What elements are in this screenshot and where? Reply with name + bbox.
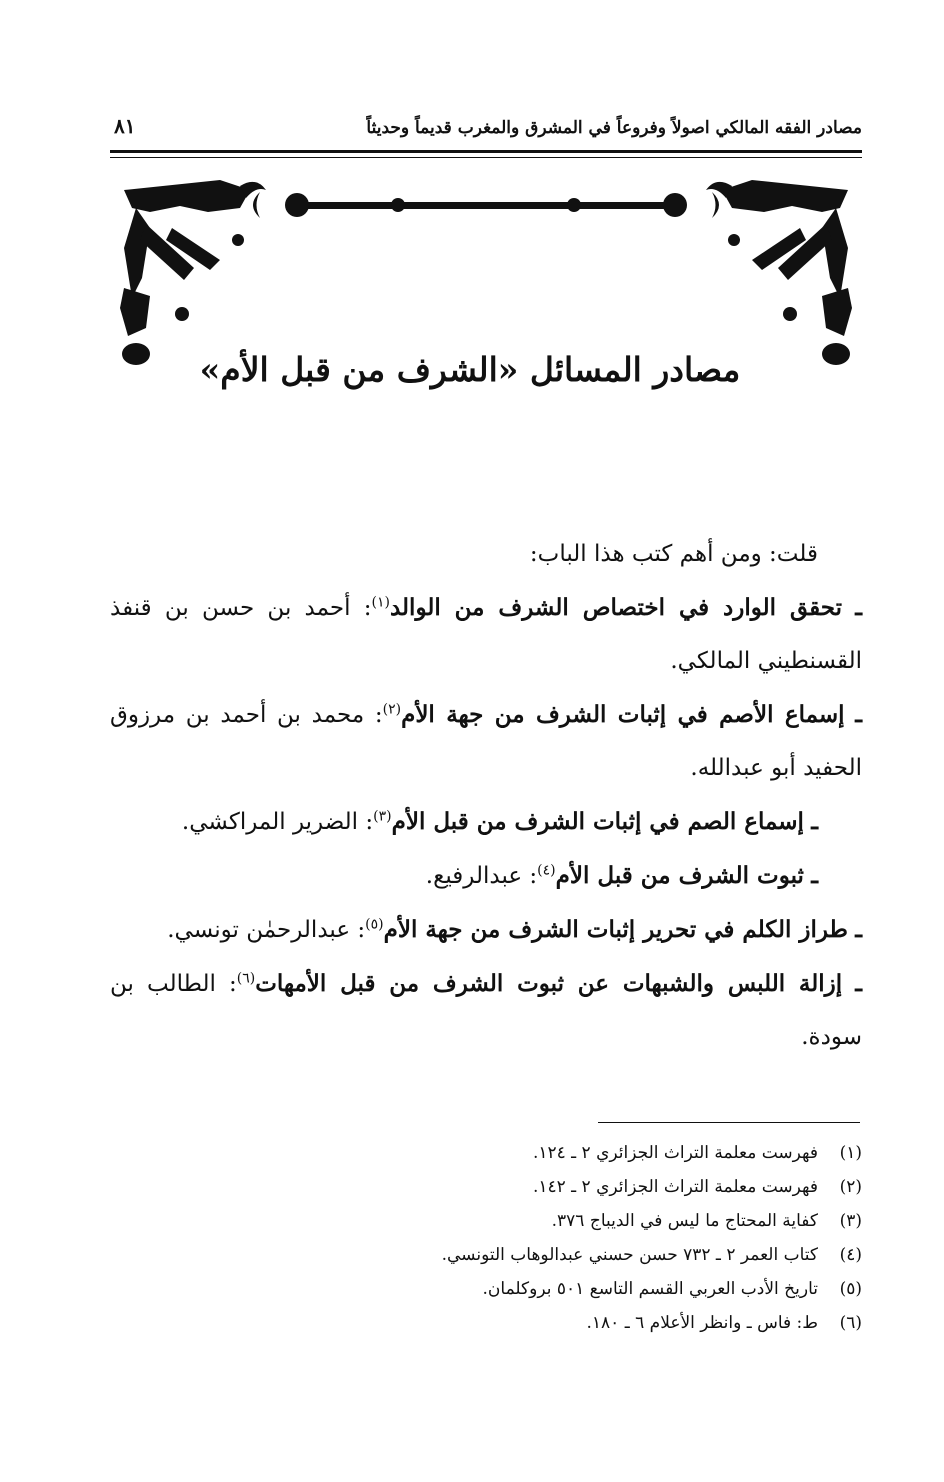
intro-paragraph: قلت: ومن أهم كتب هذا الباب:	[529, 541, 818, 567]
footnote-item	[300, 1204, 862, 1238]
header-rule-thick	[110, 150, 862, 153]
footnote-item	[300, 1136, 862, 1170]
entry-bullet: ـ	[855, 916, 862, 943]
footnote-text: تاريخ الأدب العربي القسم التاسع ٥٠١ بروكلمان.	[482, 1279, 818, 1299]
entry-author: : الضرير المراكشي.	[181, 809, 374, 835]
entry-author: : محمد بن أحمد بن مرزوق الحفيد أبو عبدالله.	[110, 702, 862, 781]
entry-author: : الطالب بن سودة.	[110, 971, 862, 1050]
footnote-item	[300, 1238, 862, 1272]
entry-title: طراز الكلم في تحرير إثبات الشرف من جهة الأم	[383, 916, 848, 943]
entry-title: إسماع الصم في إثبات الشرف من قبل الأم	[391, 808, 804, 835]
footnote-ref: (٦)	[236, 970, 256, 987]
entry-title: إسماع الأصم في إثبات الشرف من جهة الأم	[401, 701, 845, 728]
footnote-number: (٥)	[839, 1279, 862, 1299]
entry-2	[110, 688, 862, 795]
entry-bullet: ـ	[855, 594, 862, 621]
entry-title: ثبوت الشرف من قبل الأم	[555, 862, 804, 889]
footnote-item	[300, 1306, 862, 1340]
footnote-ref: (٤)	[537, 862, 556, 879]
entry-5	[110, 903, 862, 957]
footnote-text: فهرست معلمة التراث الجزائري ٢ ـ ١٤٢.	[532, 1177, 818, 1197]
chapter-ornament	[110, 168, 862, 368]
footnote-rule	[598, 1122, 860, 1123]
footnote-ref: (٣)	[373, 808, 392, 825]
right-corner-ornament	[706, 180, 852, 365]
entry-3	[110, 795, 862, 849]
page-header	[110, 108, 862, 148]
footnote-item	[300, 1272, 862, 1306]
entry-author: : عبدالرفيع.	[425, 863, 538, 889]
footnote-number: (٢)	[839, 1177, 862, 1197]
left-corner-ornament	[120, 180, 266, 365]
entry-title: إزالة اللبس والشبهات عن ثبوت الشرف من قبل الأمهات	[255, 970, 843, 997]
entry-bullet: ـ	[855, 701, 862, 728]
chapter-title: مصادر المسائل «الشرف من قبل الأم»	[199, 350, 741, 389]
footnote-text: كفاية المحتاج ما ليس في الديباج ٣٧٦.	[551, 1211, 818, 1231]
footnote-number: (٤)	[839, 1245, 862, 1265]
footnote-ref: (١)	[371, 594, 390, 611]
page-number: ٨١	[114, 114, 136, 138]
footnote-text: ط: فاس ـ وانظر الأعلام ٦ ـ ١٨٠.	[586, 1313, 818, 1333]
entry-1	[110, 581, 862, 688]
entry-4	[110, 849, 862, 903]
entry-title: تحقق الوارد في اختصاص الشرف من الوالد	[389, 594, 843, 621]
entry-bullet: ـ	[811, 808, 818, 835]
body-text	[110, 528, 862, 1064]
footnote-item	[300, 1170, 862, 1204]
footnote-ref: (٥)	[365, 916, 384, 933]
entry-bullet: ـ	[811, 862, 818, 889]
footnote-number: (٣)	[839, 1211, 862, 1231]
running-title: مصادر الفقه المالكي اصولاً وفروعاً في المشرق والمغرب قديماً وحديثاً	[366, 118, 862, 138]
footnote-ref: (٢)	[382, 701, 402, 718]
footnote-number: (١)	[839, 1143, 862, 1163]
entry-6	[110, 957, 862, 1064]
entry-bullet: ـ	[855, 970, 862, 997]
header-rule-thin	[110, 157, 862, 158]
footnote-text: كتاب العمر ٢ ـ ٧٣٢ حسن حسني عبدالوهاب التونسي.	[441, 1245, 818, 1265]
entry-author: : عبدالرحمٰن تونسي.	[167, 917, 366, 943]
footnote-text: فهرست معلمة التراث الجزائري ٢ ـ ١٢٤.	[532, 1143, 818, 1163]
footnotes	[300, 1136, 862, 1340]
entry-author: : أحمد بن حسن بن قنفذ القسنطيني المالكي.	[110, 595, 862, 674]
footnote-number: (٦)	[839, 1313, 862, 1333]
